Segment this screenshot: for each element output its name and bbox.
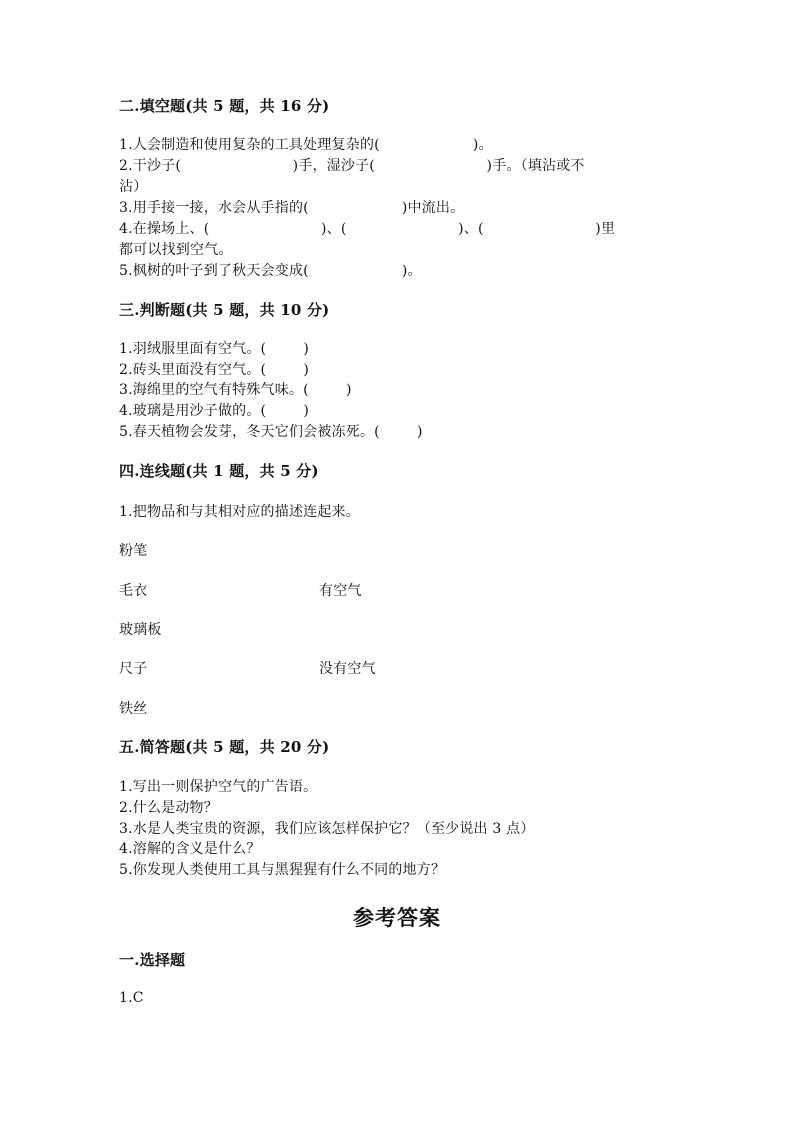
judge-question-2: 2.砖头里面没有空气。( ) xyxy=(119,362,310,378)
fill-question-1: 1.人会制造和使用复杂的工具处理复杂的( )。 xyxy=(119,137,493,153)
judge-question-4: 4.玻璃是用沙子做的。( ) xyxy=(119,403,310,419)
match-left-item: 粉笔 xyxy=(119,543,148,559)
match-left-item: 毛衣 xyxy=(119,583,148,599)
answer-key-title: 参考答案 xyxy=(353,905,441,930)
short-question-3: 3.水是人类宝贵的资源，我们应该怎样保护它？（至少说出 3 点） xyxy=(119,821,535,837)
short-question-2: 2.什么是动物？ xyxy=(119,800,218,816)
judge-question-5: 5.春天植物会发芽，冬天它们会被冻死。( ) xyxy=(119,424,423,440)
section-heading-fill: 二.填空题(共 5 题，共 16 分) xyxy=(119,97,330,115)
short-question-5: 5.你发现人类使用工具与黑猩猩有什么不同的地方？ xyxy=(119,862,446,878)
fill-question-5: 5.枫树的叶子到了秋天会变成( )。 xyxy=(119,263,422,279)
fill-question-3: 3.用手接一接，水会从手指的( )中流出。 xyxy=(119,200,465,216)
judge-question-3: 3.海绵里的空气有特殊气味。( ) xyxy=(119,382,352,398)
answer-section-heading: 一.选择题 xyxy=(119,951,186,969)
judge-question-1: 1.羽绒服里面有空气。( ) xyxy=(119,341,310,357)
section-heading-match: 四.连线题(共 1 题，共 5 分) xyxy=(119,462,319,480)
fill-question-2-cont: 沾） xyxy=(119,179,148,195)
section-heading-judge: 三.判断题(共 5 题，共 10 分) xyxy=(119,301,330,319)
short-question-1: 1.写出一则保护空气的广告语。 xyxy=(119,779,318,795)
match-left-item: 铁丝 xyxy=(119,701,148,717)
match-right-item: 有空气 xyxy=(319,583,362,599)
match-left-item: 玻璃板 xyxy=(119,622,162,638)
fill-question-2: 2.干沙子( )手，湿沙子( )手。（填沾或不 xyxy=(119,158,585,174)
match-instruction: 1.把物品和与其相对应的描述连起来。 xyxy=(119,504,360,520)
answer-item-1: 1.C xyxy=(119,990,144,1006)
short-question-4: 4.溶解的含义是什么？ xyxy=(119,841,261,857)
match-right-item: 没有空气 xyxy=(319,661,376,677)
fill-question-4: 4.在操场上、( )、( )、( )里 xyxy=(119,221,616,237)
match-left-item: 尺子 xyxy=(119,661,148,677)
fill-question-4-cont: 都可以找到空气。 xyxy=(119,242,233,258)
section-heading-short: 五.简答题(共 5 题，共 20 分) xyxy=(119,738,330,756)
